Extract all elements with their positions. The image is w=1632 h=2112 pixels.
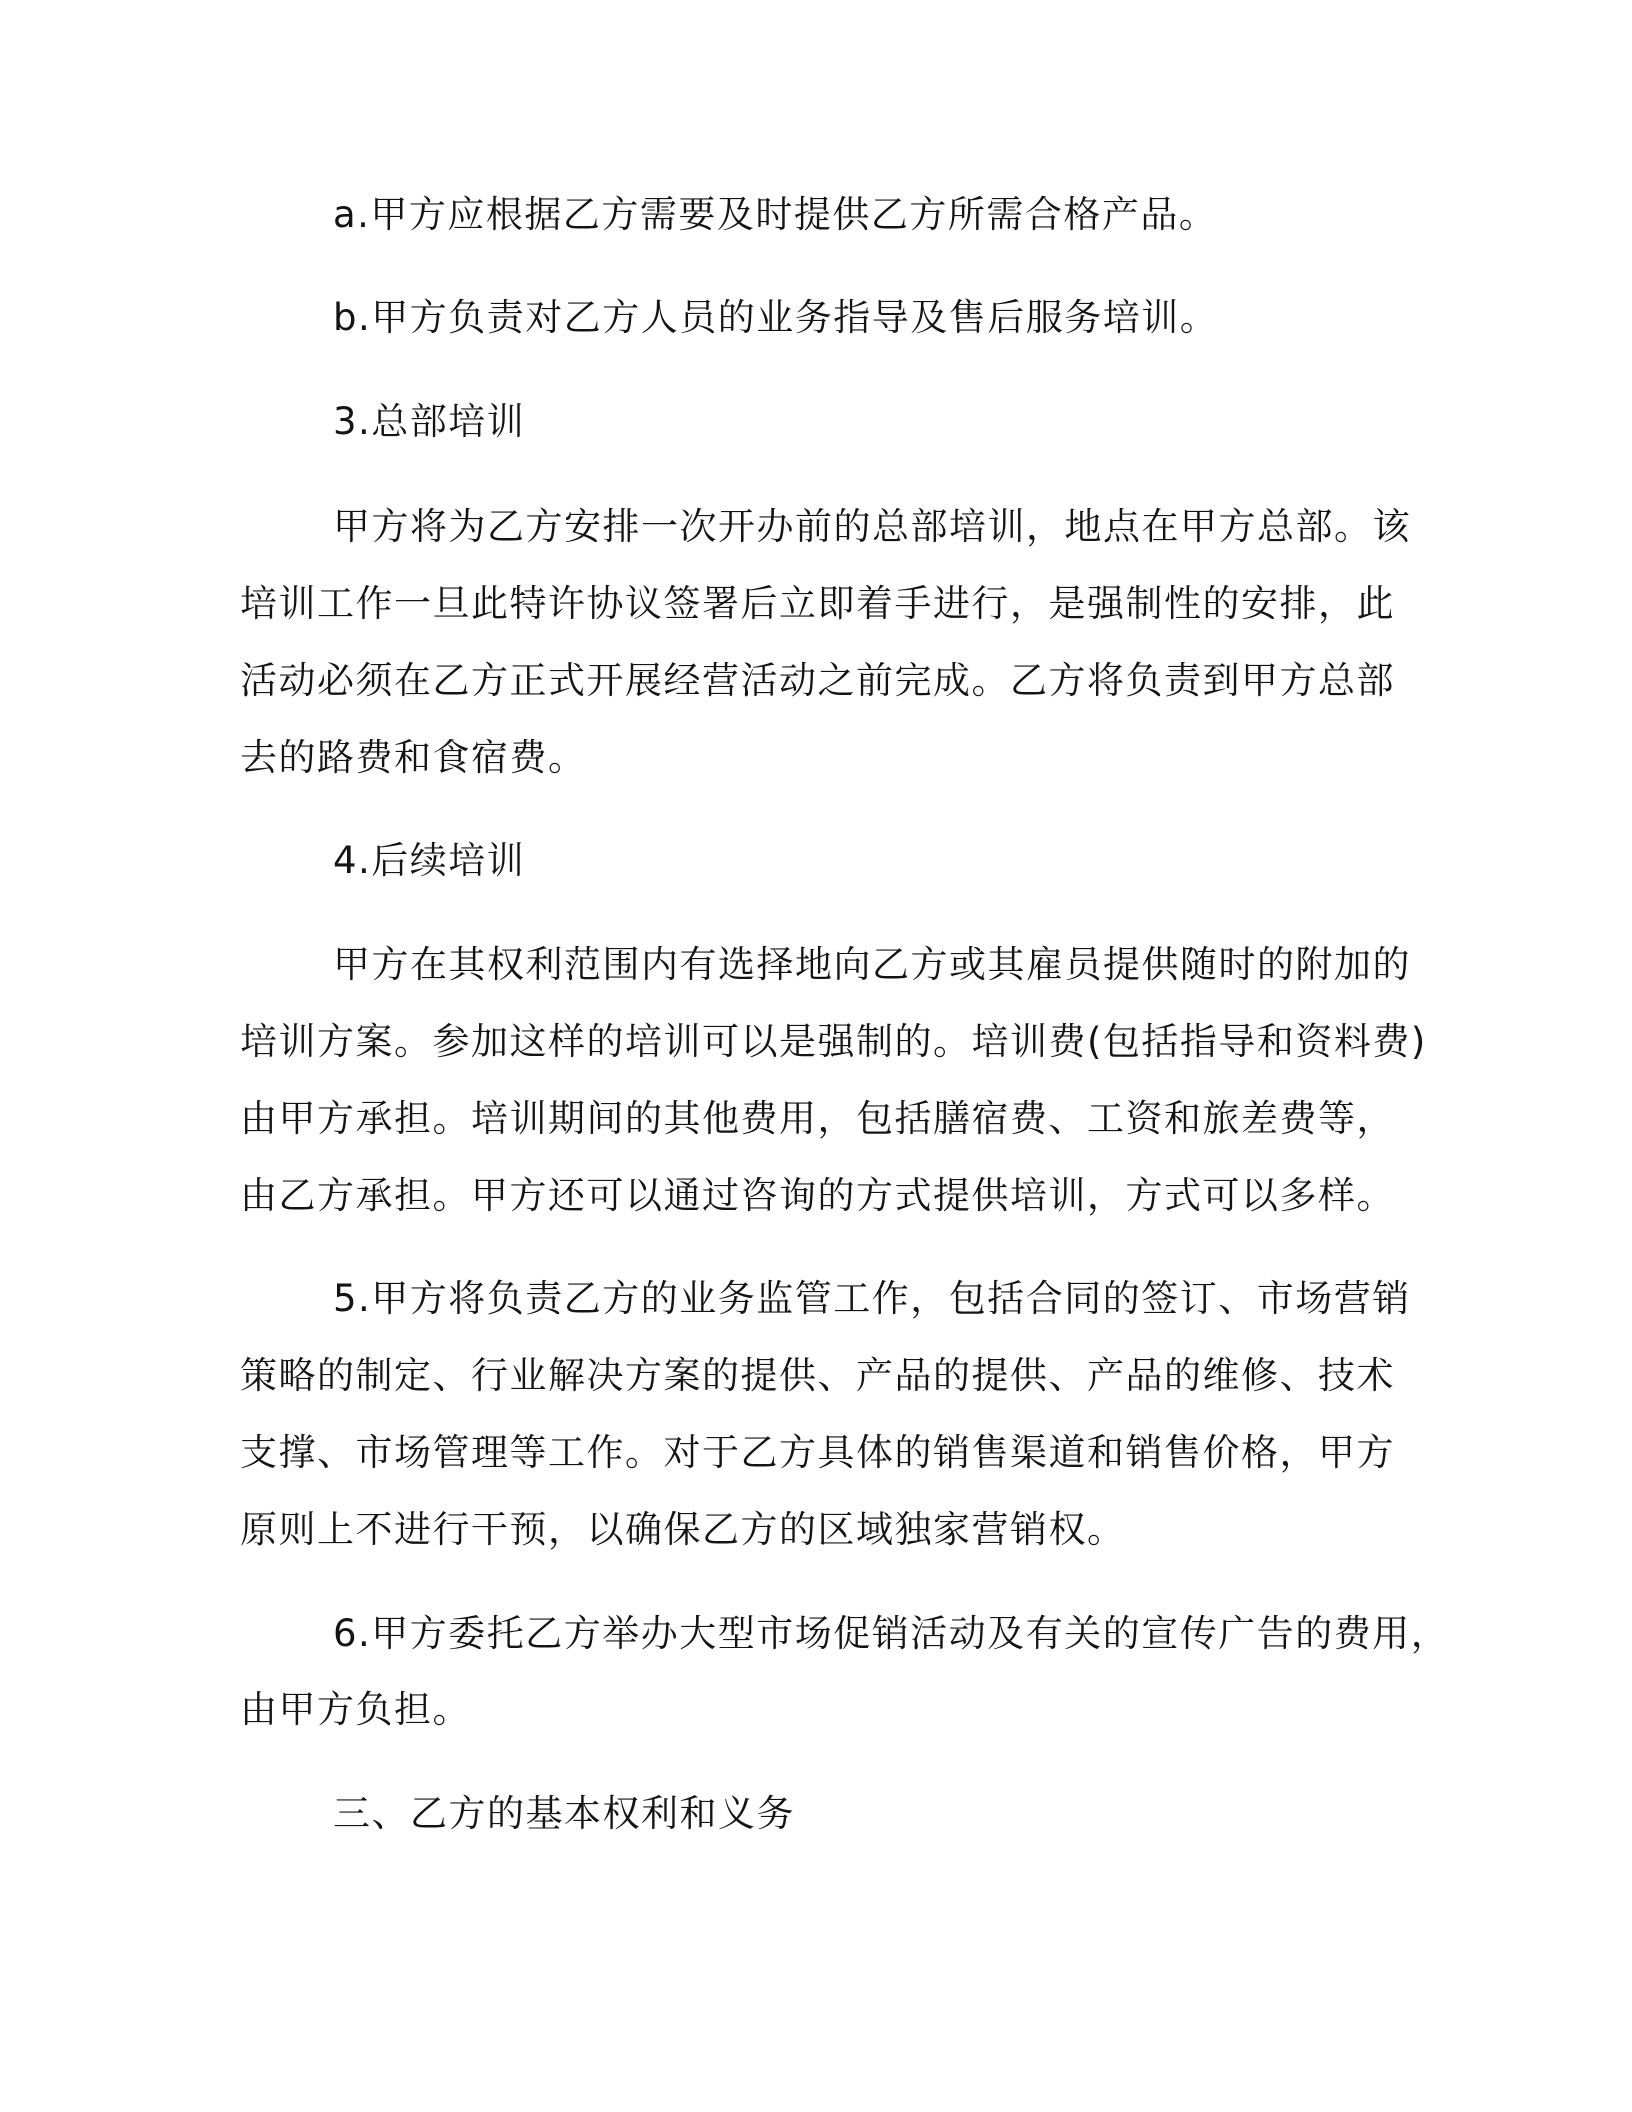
item-5-line-3: 支撑、市场管理等工作。对于乙方具体的销售渠道和销售价格，甲方: [240, 1431, 1395, 1474]
paragraph-3-line-1: 甲方将为乙方安排一次开办前的总部培训，地点在甲方总部。该: [333, 505, 1411, 548]
section-heading-3: 3.总部培训: [333, 400, 526, 443]
item-6-line-2: 由甲方负担。: [240, 1688, 471, 1731]
paragraph-b-line-1: b.甲方负责对乙方人员的业务指导及售后服务培训。: [333, 296, 1219, 339]
paragraph-3-line-2: 培训工作一旦此特许协议签署后立即着手进行，是强制性的安排，此: [240, 582, 1395, 625]
paragraph-a-line-1: a.甲方应根据乙方需要及时提供乙方所需合格产品。: [333, 193, 1218, 236]
paragraph-3-line-4: 去的路费和食宿费。: [240, 736, 587, 779]
item-6-line-1: 6.甲方委托乙方举办大型市场促销活动及有关的宣传广告的费用，: [333, 1612, 1450, 1655]
paragraph-4-line-4: 由乙方承担。甲方还可以通过咨询的方式提供培训，方式可以多样。: [240, 1174, 1395, 1217]
paragraph-4-line-2: 培训方案。参加这样的培训可以是强制的。培训费(包括指导和资料费): [240, 1020, 1427, 1063]
item-5-line-2: 策略的制定、行业解决方案的提供、产品的提供、产品的维修、技术: [240, 1354, 1395, 1397]
paragraph-3-line-3: 活动必须在乙方正式开展经营活动之前完成。乙方将负责到甲方总部: [240, 659, 1395, 702]
paragraph-4-line-3: 由甲方承担。培训期间的其他费用，包括膳宿费、工资和旅差费等，: [240, 1097, 1395, 1140]
paragraph-4-line-1: 甲方在其权利范围内有选择地向乙方或其雇员提供随时的附加的: [333, 943, 1411, 986]
section-heading-4: 4.后续培训: [333, 839, 526, 882]
section-heading-3-party-b-rights: 三、乙方的基本权利和义务: [333, 1792, 795, 1835]
item-5-line-4: 原则上不进行干预，以确保乙方的区域独家营销权。: [240, 1508, 1126, 1551]
item-5-line-1: 5.甲方将负责乙方的业务监管工作，包括合同的签订、市场营销: [333, 1277, 1411, 1320]
